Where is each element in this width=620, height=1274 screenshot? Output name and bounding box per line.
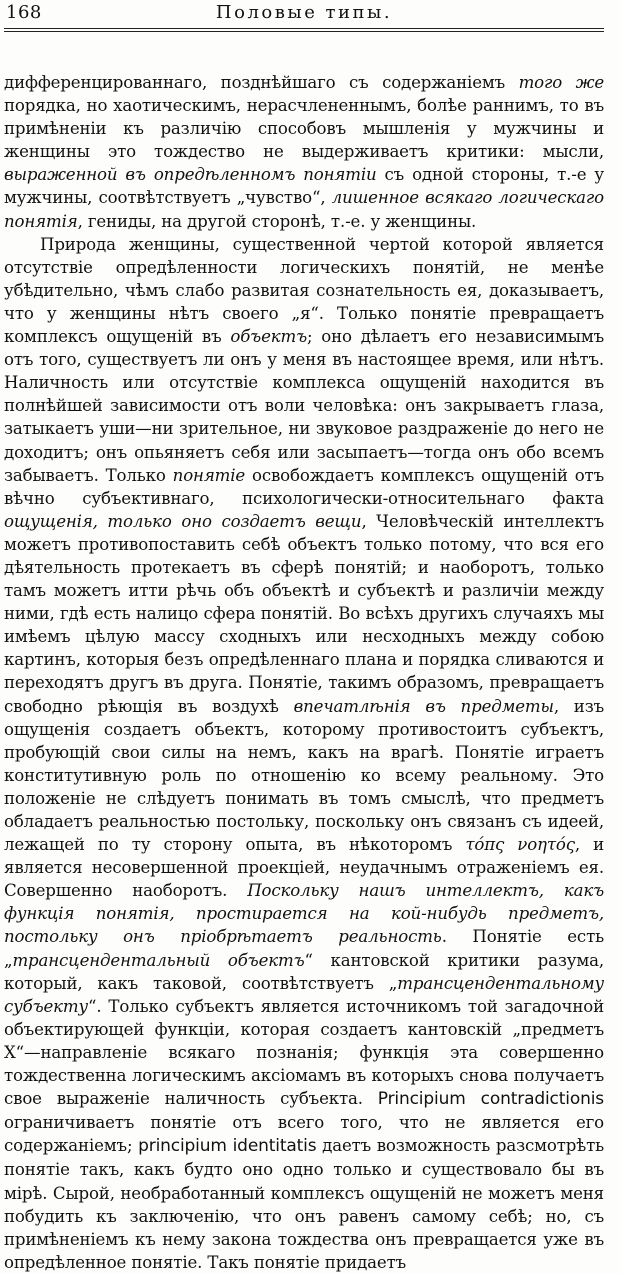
italic-span: Поскольку нашъ интеллектъ, какъ функція понятія, простирается на кой-нибудь предметъ, постольку онъ пріобрѣтаетъ реальность: [4, 881, 604, 947]
text-span: освобождаетъ комплексъ ощущеній отъ вѣчно субъективнаго, психологически-относительнаго факта: [4, 465, 604, 508]
running-title: Половые типы.: [215, 2, 393, 23]
paragraph: [4, 71, 604, 233]
header-rule: [4, 28, 604, 29]
text-span: , изъ ощущенія создаетъ объектъ, которому противостоитъ субъектъ, пробующій свои силы на немъ, какъ на врагѣ. Понятіе играетъ конститутивную роль по отношенію ко всему реальному. Это положеніе не слѣдуетъ понимать въ томъ смыслѣ, что предметъ обладаетъ реальностью постольку, поскольку онъ связанъ съ идеей, лежащей по ту сторону опыта, въ нѣкоторомъ: [4, 696, 605, 855]
text-span: “. Только субъектъ является источникомъ той загадочной объектирующей функціи, которая создаетъ кантовскій „предметъ X“—направленіе всякаго познанія; функція эта совершенно тождественна логическимъ аксіомамъ въ которыхъ снова получаетъ свое выраженіе наличность субъекта.: [4, 996, 604, 1109]
text-span: даетъ возможность разсмотрѣть понятіе такъ, какъ будто оно одно только и существовало бы въ мірѣ. Сырой, необработанный комплексъ ощущеній не можетъ меня побудить къ заключенію, что онъ равенъ самому себѣ; но, съ примѣненіемъ къ нему закона тождества онъ превращается уже въ опредѣленное понятіе. Такъ понятіе придаетъ: [4, 1136, 605, 1272]
body-text: [4, 71, 604, 1274]
text-span: Природа женщины, существенной чертой которой является отсутствіе опредѣленности логическихъ понятій, не менѣе убѣдительно, чѣмъ слабо развитая сознательность ея, доказываетъ, что у женщины нѣтъ своего „я“. Только понятіе превращаетъ комплексъ ощущеній въ: [4, 234, 604, 347]
paragraph: [4, 233, 604, 1274]
text-span: дифференцированнаго, позднѣйшаго съ содержаніемъ: [4, 73, 519, 92]
text-span: . Понятіе есть „: [4, 927, 604, 970]
text-span: порядка, но хаотическимъ, нерасчлененнымъ, болѣе раннимъ, то въ примѣненіи къ различію способовъ мышленія у мужчины и женщины это тождество не выдерживаетъ критики: мысли,: [4, 96, 604, 162]
header-rule-double: [4, 31, 604, 32]
italic-span: понятіе: [172, 465, 246, 485]
text-span: , гениды, на другой сторонѣ, т.-е. у женщины.: [77, 211, 477, 231]
text-span: ; оно дѣлаетъ его независимымъ отъ того, существуетъ ли онъ у меня въ настоящее время, или нѣтъ. Наличность или отсутствіе комплекса ощущеній находится въ полнѣйшей зависимости отъ воли человѣка: онъ закрываетъ глаза, затыкаетъ уши—ни зрительное, ни звуковое раздраженіе до него не доходитъ; онъ опьяняетъ себя или засыпаетъ—тогда онъ обо всемъ забываетъ. Только: [4, 327, 604, 485]
text-span: , и является несовершенной проекціей, неудачнымъ отраженіемъ ея. Совершенно наоборотъ.: [4, 835, 604, 901]
text-span: съ одной стороны, т.-е у мужчины, соотвѣтствуетъ „чувство“,: [4, 165, 604, 208]
page-number: 168: [6, 2, 42, 23]
italic-span: трансцендентальный объектъ: [12, 950, 305, 970]
text-span: , Человѣческій интеллектъ можетъ противопоставить себѣ объектъ только потому, что вся его дѣятельность протекаетъ въ сферѣ понятій; и наоборотъ, только тамъ можетъ итти рѣчь объ объектѣ и субъектѣ и различіи между ними, гдѣ есть налицо сфера понятій. Во всѣхъ другихъ случаяхъ мы имѣемъ цѣлую массу сходныхъ или несходныхъ между собою картинъ, которыя безъ опредѣленнаго плана и порядка сливаются и переходятъ другъ въ друга. Понятіе, такимъ образомъ, превращаетъ свободно рѣющія въ воздухѣ: [4, 511, 604, 716]
latin-span: principium identitatis: [138, 1136, 317, 1157]
italic-span: трансцендентальному субъекту: [4, 973, 604, 1016]
text-span: “ кантовской критики разума, который, какъ таковой, соотвѣтствуетъ „: [4, 950, 604, 993]
italic-span: ощущенія, только оно создаетъ вещи: [4, 511, 362, 531]
italic-span: впечатлѣнія въ предметы: [293, 696, 554, 716]
italic-span: объектъ: [230, 327, 308, 347]
italic-span: выраженной въ опредѣленномъ понятіи: [4, 165, 377, 185]
italic-span: того же: [518, 73, 604, 92]
latin-span: Principium contradictionis: [377, 1089, 604, 1110]
italic-span: τόπς νοητός: [465, 835, 575, 855]
text-span: ограничиваетъ понятіе отъ всего того, что не является его содержаніемъ;: [4, 1113, 604, 1156]
italic-span: лишенное всякаго логическаго понятія: [4, 188, 604, 231]
page-header: [4, 0, 604, 28]
